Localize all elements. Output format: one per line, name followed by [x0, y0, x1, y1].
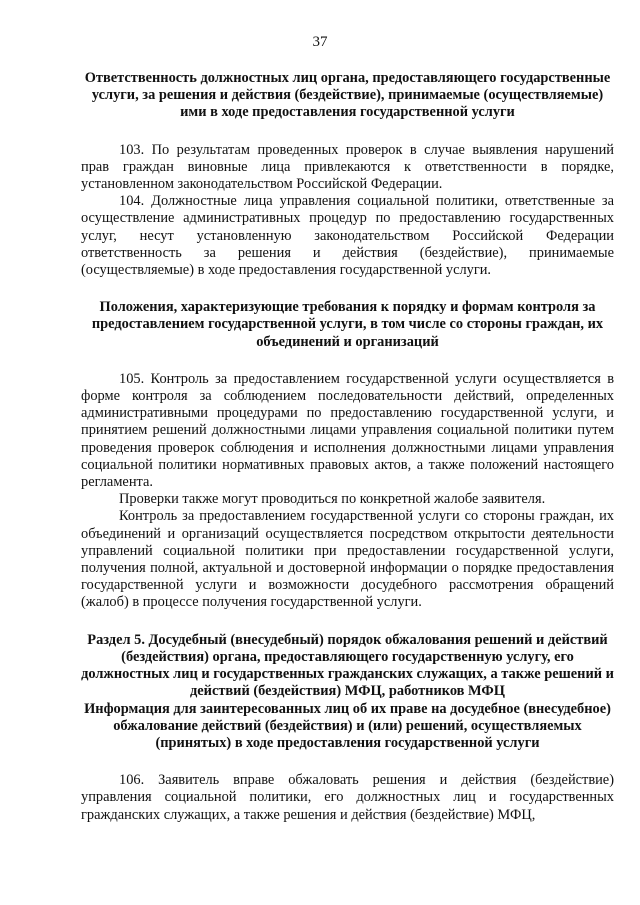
page-number: 37	[312, 34, 328, 50]
paragraph-106: 106. Заявитель вправе обжаловать решения и действия (бездействие) управления социальной политики, его должностных лиц и государственных гражданских служащих, а также решения и действия (бездействие) МФЦ,	[81, 772, 614, 823]
section-5-heading: Раздел 5. Досудебный (внесудебный) порядок обжалования решений и действий (бездействия) органа, предоставляющего государственную услугу, его должностных лиц и государственных гражданских служащих, а также решений и действий (бездействия) МФЦ, работников МФЦ	[81, 631, 614, 700]
section-heading-control: Положения, характеризующие требования к порядку и формам контроля за предоставлением государственной услуги, в том числе со стороны граждан, их объединений и организаций	[91, 299, 604, 350]
paragraph-104: 104. Должностные лица управления социальной политики, ответственные за осуществление административных процедур по предоставлению государственных услуг, несут установленную законодательством Российской Федерации ответственность за решения и действия (бездействие), принимаемые (осуществляемые) в ходе предоставления государственной услуги.	[81, 193, 614, 279]
paragraph-105: 105. Контроль за предоставлением государственной услуги осуществляется в форме контроля за соблюдением последовательности действий, определенных административными процедурами по предоставлению государственной услуги, и принятием решений должностными лицами управления социальной политики путем проведения проверок соблюдения и исполнения должностными лицами управления социальной политики нормативных правовых актов, а также положений настоящего регламента.	[81, 370, 614, 491]
paragraph-public-control: Контроль за предоставлением государственной услуги со стороны граждан, их объединений и организаций осуществляется посредством открытости деятельности управлений социальной политики при предоставлении государственной услуги, получения полной, актуальной и достоверной информации о порядке предоставления государственной услуги и возможности досудебного рассмотрения обращений (жалоб) в процессе получения государственной услуги.	[81, 508, 614, 611]
section-5-subheading: Информация для заинтересованных лиц об их праве на досудебное (внесудебное) обжалование действий (бездействия) и (или) решений, осуществляемых (принятых) в ходе предоставления государственной услуги	[84, 700, 611, 751]
paragraph-checks: Проверки также могут проводиться по конкретной жалобе заявителя.	[119, 491, 546, 508]
paragraph-103: 103. По результатам проведенных проверок в случае выявления нарушений прав граждан виновные лица привлекаются к ответственности в порядке, установленном законодательством Российской Федерации.	[81, 141, 614, 193]
page-content	[81, 70, 614, 824]
section-heading-responsibility: Ответственность должностных лиц органа, предоставляющего государственные услуги, за решения и действия (бездействие), принимаемые (осуществляемые) ими в ходе предоставления государственной услуги	[84, 70, 611, 121]
